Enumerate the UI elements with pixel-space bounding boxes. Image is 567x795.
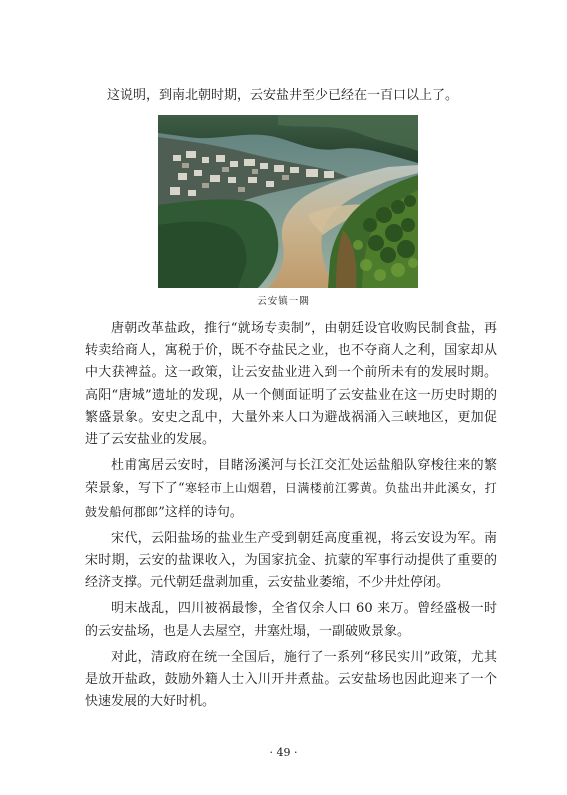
du-fu-text-after: ”这样的诗句。 [158,504,243,520]
du-fu-text-before: 杜甫寓居云安时，目睹汤溪河与长江交汇处运盐船队穿梭往来的繁荣景象，写下了“ [85,458,497,497]
page-number: · 49 · [269,746,298,759]
paragraph-du-fu [85,455,497,524]
du-fu-poem: 寒轻市上山烟碧，日满楼前江雾黄。负盐出井此溪女，打鼓发船何郡郎 [85,481,497,519]
paragraph-qing-policy: 对此，清政府在统一全国后，施行了一系列“移民实川”政策，尤其是放开盐政，鼓励外籍人士入川开井煮盐。云安盐场也因此迎来了一个快速发展的大好时机。 [85,649,497,710]
town-riverside-photo [158,115,418,288]
photo-caption: 云安镇一隅 [257,296,310,307]
paragraph-late-ming: 明末战乱，四川被祸最惨，全省仅余人口 60 来万。曾经盛极一时的云安盐场，也是人去屋空，井塞灶塌，一副破败景象。 [85,601,497,639]
paragraph-tang-salt-reform: 唐朝改革盐政，推行“就场专卖制”，由朝廷设官收购民制食盐，再转卖给商人，寓税于价，既不夺盐民之业，也不夺商人之利，国家却从中大获裨益。这一政策，让云安盐业进入到一个前所未有的发展时期。高阳“唐城”遗址的发现，从一个侧面证明了云安盐业在这一历史时期的繁盛景象。安史之乱中，大量外来人口为避战祸涌入三峡地区，更加促进了云安盐业的发展。 [85,321,497,448]
paragraph-song-yuan: 宋代，云阳盐场的盐业生产受到朝廷高度重视，将云安设为军。南宋时期，云安的盐课收入，为国家抗金、抗蒙的军事行动提供了重要的经济支撑。元代朝廷盘剥加重，云安盐业萎缩，不少井灶停闭。 [85,530,497,591]
body-text [85,318,497,717]
intro-paragraph: 这说明，到南北朝时期，云安盐井至少已经在一百口以上了。 [107,88,459,103]
